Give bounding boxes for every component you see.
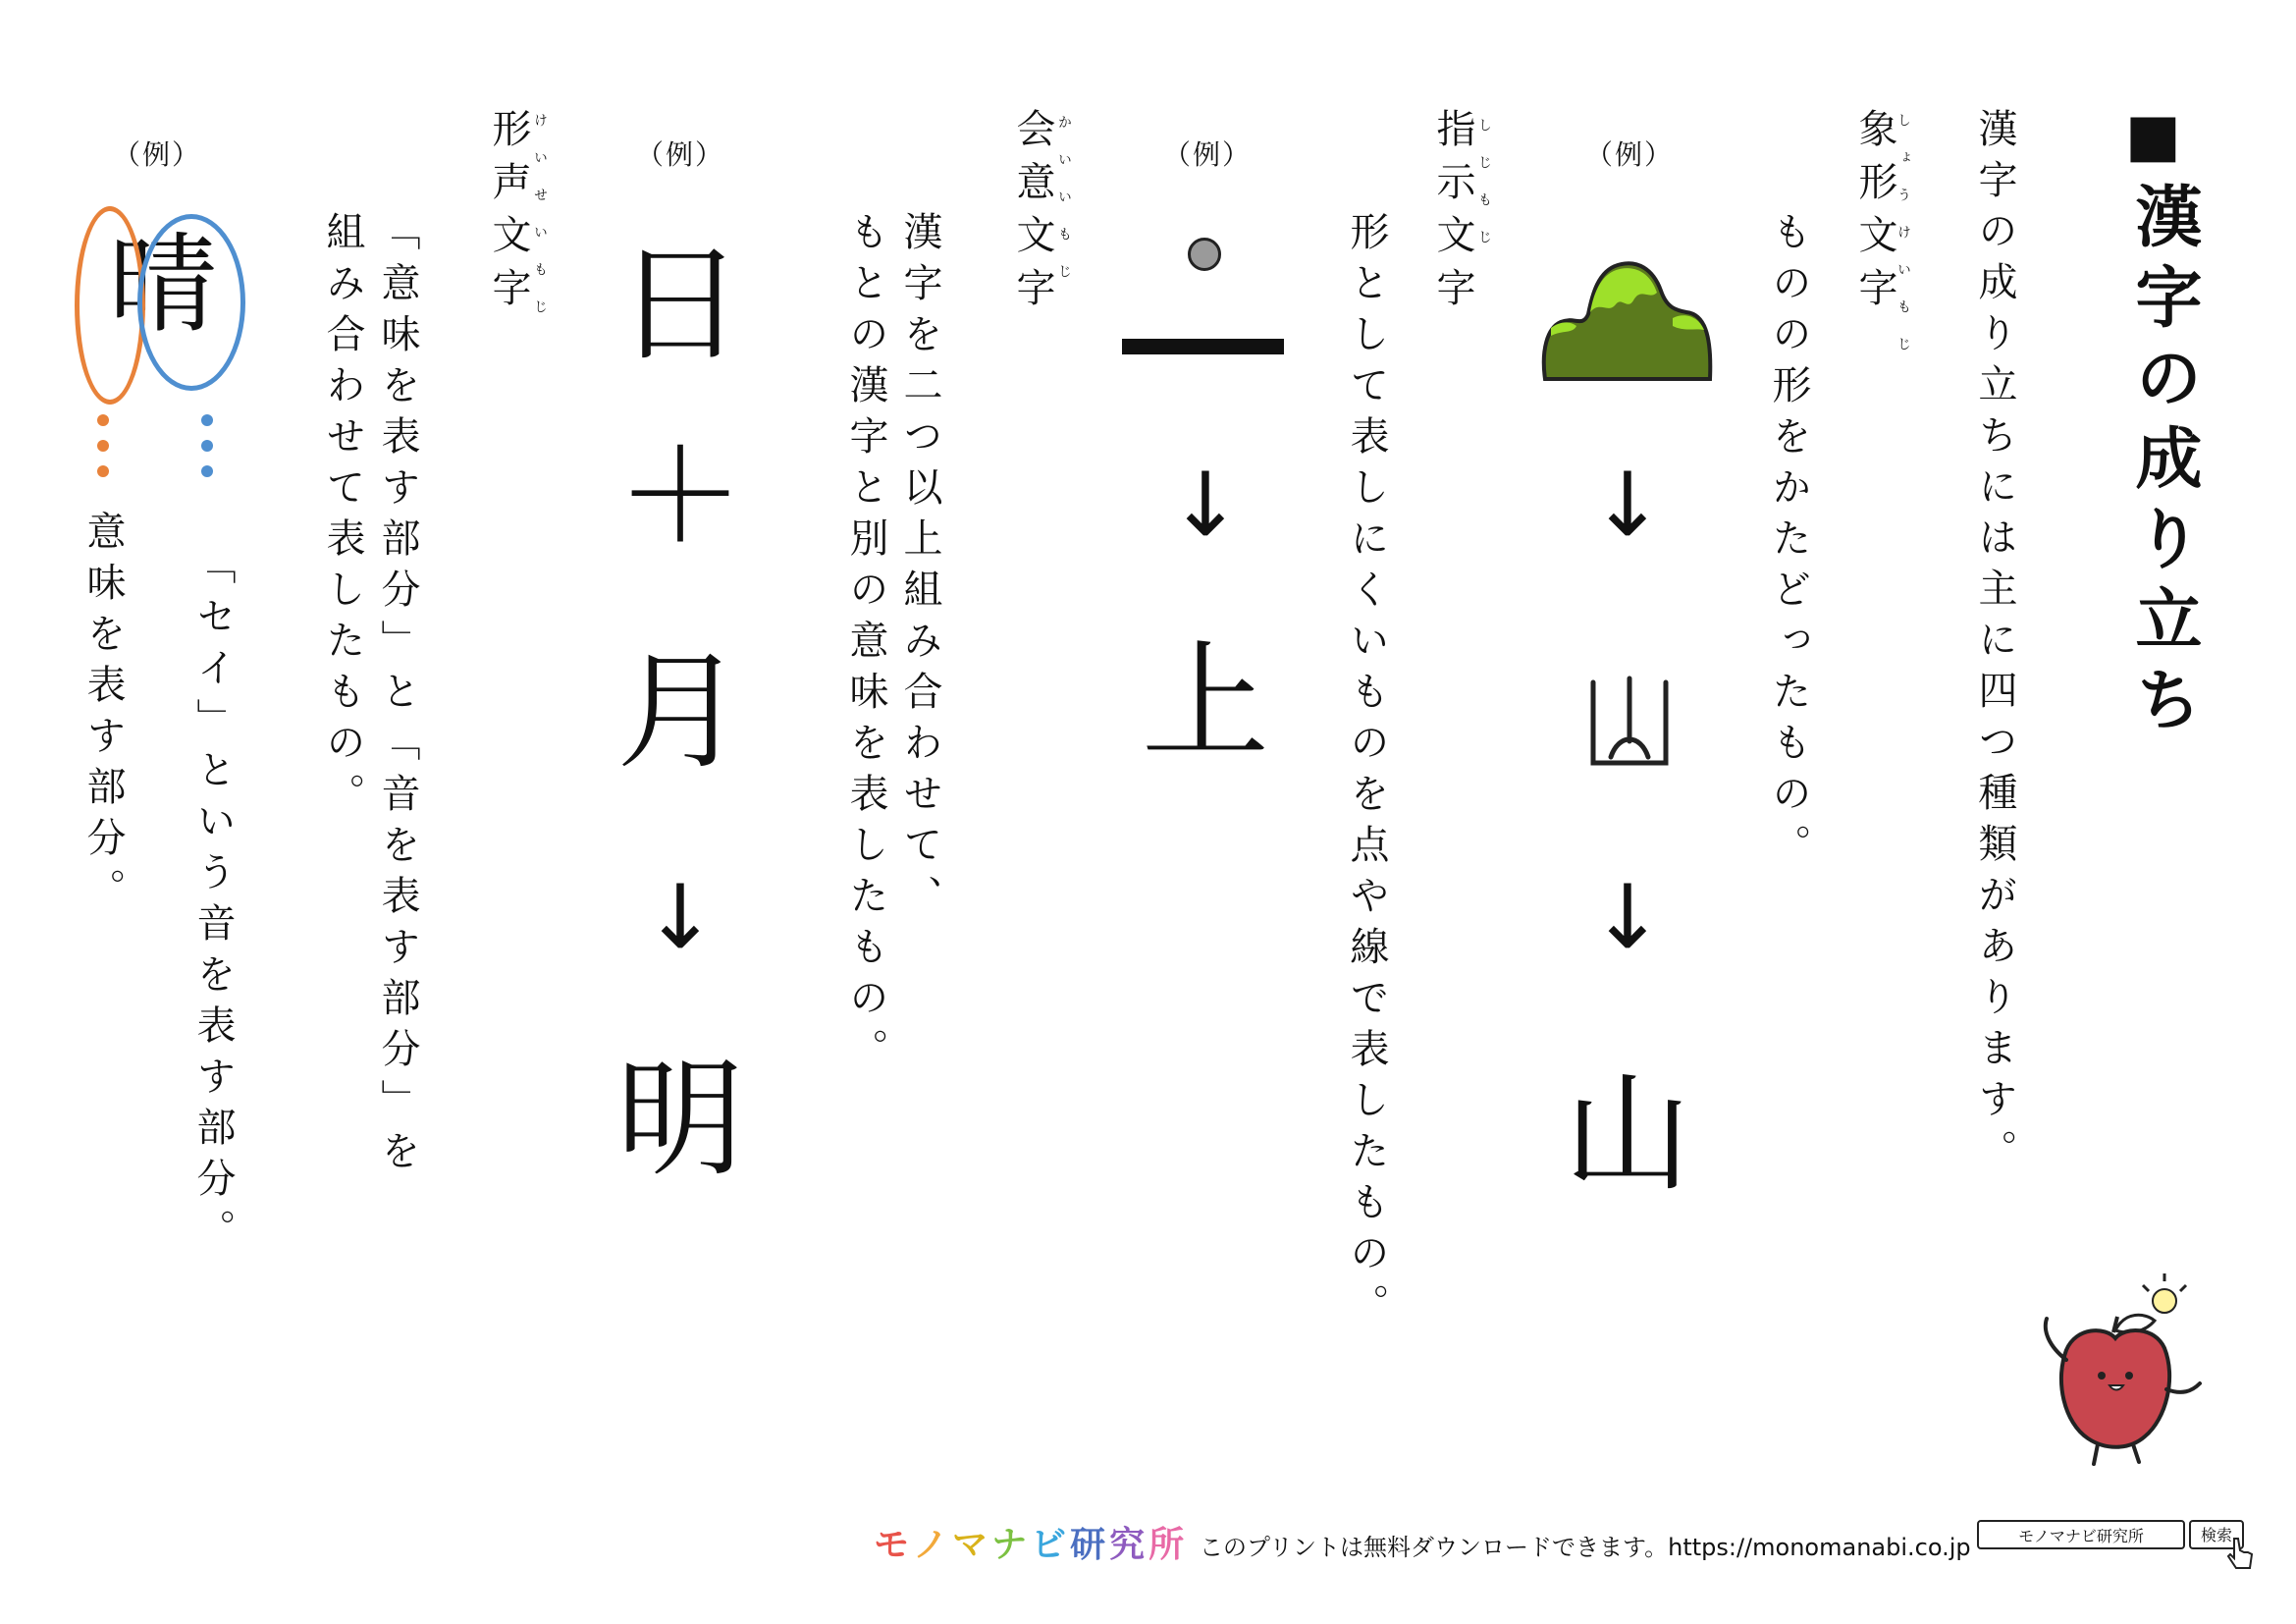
logo-char: モ [874, 1525, 910, 1565]
desc-keisei-1: 「意味を表す部分」と「音を表す部分」を [375, 211, 420, 1181]
arrow-kaii: ↓ [643, 866, 718, 969]
search-button[interactable]: 検索 [2189, 1520, 2244, 1549]
result-kanji-shokei: 山 [1563, 1059, 1691, 1209]
meaning-dots [97, 414, 109, 491]
old-mountain-glyph [1585, 673, 1674, 771]
dot-mark [1188, 238, 1221, 271]
desc-kaii-1: 漢字を二つ以上組み合わせて、 [897, 211, 942, 926]
intro-text: 漢字の成り立ちには主に四つ種類があります。 [1972, 108, 2017, 1180]
meaning-part-note: 意味を表す部分。 [80, 511, 126, 919]
arrow-shiji: ↓ [1168, 454, 1243, 557]
result-kanji-kaii: 明 [615, 1045, 744, 1194]
desc-shokei: ものの形をかたどったもの。 [1766, 211, 1811, 875]
plus-sign: ＋ [615, 421, 744, 570]
apple-mascot [2007, 1262, 2218, 1478]
example-kanji-hare: 晴 [109, 222, 217, 348]
logo-char: ノ [913, 1525, 949, 1565]
arrow-shokei-1: ↓ [1590, 454, 1665, 557]
arrow-shokei-2: ↓ [1590, 866, 1665, 969]
ruby-shokei: しょうけいもじ [1896, 113, 1911, 374]
logo-char: 研 [1070, 1525, 1106, 1565]
desc-kaii-2: もとの漢字と別の意味を表したもの。 [843, 211, 888, 1079]
mountain-picture [1539, 257, 1716, 385]
ruby-keisei: けいせいもじ [532, 113, 548, 337]
result-kanji-shiji: 上 [1141, 627, 1269, 777]
desc-keisei-2: 組み合わせて表したもの。 [320, 211, 365, 824]
sound-dots [201, 414, 213, 491]
ruby-kaii: かいいもじ [1056, 115, 1072, 301]
footer-logo [874, 1517, 1188, 1567]
footer-notice: このプリントは無料ダウンロードできます。https://monomanabi.co.jp [1200, 1534, 1971, 1561]
kanji-sun: 日 [615, 230, 744, 379]
logo-char: ビ [1031, 1525, 1067, 1565]
ruby-shiji: しじもじ [1476, 118, 1492, 267]
sound-part-circle [137, 214, 245, 391]
example-label-kaii: （例） [635, 138, 724, 171]
line-mark [1122, 339, 1284, 354]
term-kaii: 会意文字 [1010, 108, 1055, 320]
desc-shiji: 形として表しにくいものを点や線で表したもの。 [1344, 211, 1389, 1334]
logo-char: ナ [991, 1525, 1028, 1565]
kanji-moon: 月 [615, 637, 744, 786]
term-keisei: 形声文字 [486, 108, 531, 320]
example-label-shokei: （例） [1584, 138, 1674, 171]
pointer-cursor-icon [2226, 1537, 2256, 1572]
logo-char: マ [952, 1525, 988, 1565]
meaning-part-circle [75, 206, 145, 405]
title-square: ■ [2125, 101, 2181, 170]
page-title: 漢字の成り立ち [2124, 182, 2202, 745]
lightbulb-icon [2143, 1273, 2186, 1313]
term-shokei: 象形文字 [1852, 108, 1897, 320]
logo-char: 所 [1148, 1525, 1185, 1565]
logo-char: 究 [1109, 1525, 1146, 1565]
search-box[interactable]: モノマナビ研究所 [1977, 1520, 2185, 1549]
term-shiji: 指示文字 [1430, 108, 1475, 320]
example-label-shiji: （例） [1162, 138, 1252, 171]
example-label-keisei: （例） [112, 138, 201, 171]
sound-part-note: 「セイ」という音を表す部分。 [190, 545, 236, 1260]
